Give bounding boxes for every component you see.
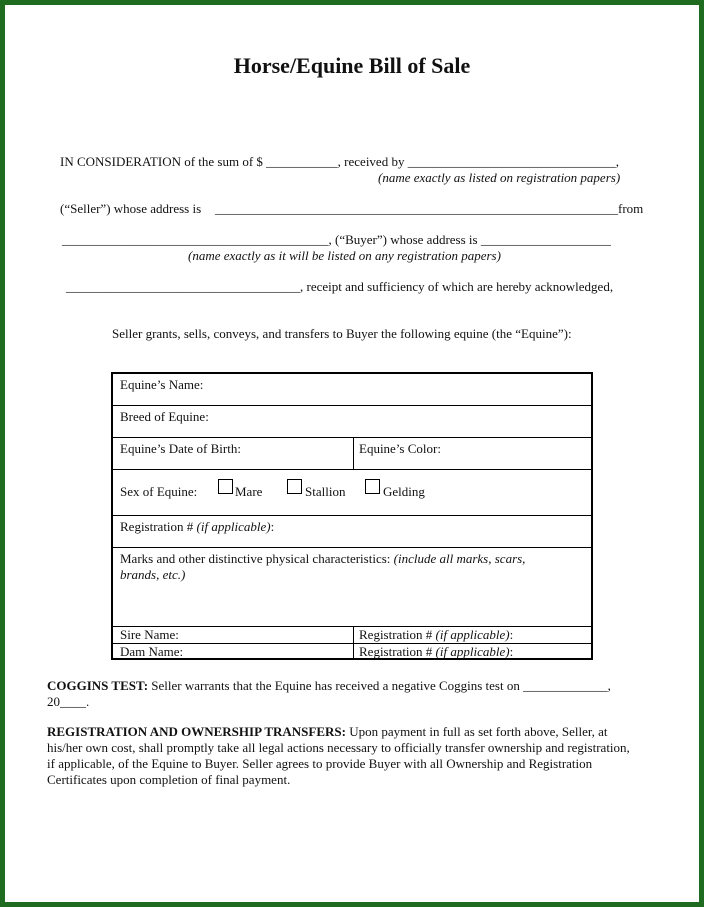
sire-row <box>113 627 591 644</box>
color-cell[interactable] <box>353 438 591 469</box>
dam-cell[interactable] <box>113 644 353 660</box>
document-page <box>5 5 699 902</box>
stallion-option: Stallion <box>305 484 346 499</box>
transfers-paragraph <box>47 724 663 788</box>
dam-registration-group <box>359 644 513 660</box>
registration-note: (if applicable) <box>196 519 271 534</box>
coggins-heading: COGGINS TEST: <box>47 678 149 693</box>
dob-cell[interactable] <box>113 438 353 469</box>
acknowledgment-line: ____________________________________, receipt and sufficiency of which are hereby acknowledged, <box>66 279 614 294</box>
registration-label: Registration # <box>120 519 194 534</box>
marks-note: (include all marks, scars, <box>393 551 526 566</box>
coggins-text-1: Seller warrants that the Equine has received a negative Coggins test on _____________, <box>148 678 611 693</box>
dam-registration-label: Registration # <box>359 644 433 659</box>
gelding-option: Gelding <box>383 484 425 499</box>
color-label: Equine’s Color: <box>359 441 441 456</box>
marks-row[interactable] <box>113 548 591 627</box>
seller-name-note: (name exactly as listed on registration papers) <box>378 170 621 185</box>
dam-registration-cell[interactable] <box>353 644 591 660</box>
mare-checkbox[interactable] <box>218 479 233 494</box>
transfers-text-1: Upon payment in full as set forth above, Seller, at <box>345 724 608 739</box>
sire-registration-label: Registration # <box>359 627 433 642</box>
coggins-text-2: 20____. <box>47 694 90 709</box>
marks-label-group <box>120 551 525 567</box>
transfers-text-3: if applicable, of the Equine to Buyer. Seller agrees to provide Buyer with all Ownership and Registration <box>47 756 593 771</box>
dob-label: Equine’s Date of Birth: <box>120 441 241 456</box>
sire-registration-cell[interactable] <box>353 627 591 643</box>
dam-registration-note: (if applicable) <box>435 644 510 659</box>
transfers-text-2: his/her own cost, shall promptly take all legal actions necessary to officially transfer ownership and registration, <box>47 740 630 755</box>
gelding-checkbox[interactable] <box>365 479 380 494</box>
stallion-checkbox[interactable] <box>287 479 302 494</box>
marks-note-continued: brands, etc.) <box>120 567 186 582</box>
registration-colon: : <box>270 519 275 534</box>
equine-name-label: Equine’s Name: <box>120 377 204 392</box>
coggins-paragraph <box>47 678 663 710</box>
registration-label-group <box>120 519 274 535</box>
grant-statement: Seller grants, sells, conveys, and transfers to Buyer the following equine (the “Equine”): <box>112 326 572 341</box>
equine-details-table <box>111 372 593 660</box>
sex-label: Sex of Equine: <box>120 484 198 499</box>
dob-color-row <box>113 438 591 470</box>
sire-registration-group <box>359 627 513 643</box>
dam-label: Dam Name: <box>120 644 184 659</box>
document-title: Horse/Equine Bill of Sale <box>233 53 471 78</box>
seller-address-blank[interactable]: ______________________________________________________________ <box>215 201 618 216</box>
registration-row[interactable] <box>113 516 591 548</box>
sire-cell[interactable] <box>113 627 353 643</box>
transfers-text-4: Certificates upon completion of final payment. <box>47 772 291 787</box>
marks-label: Marks and other distinctive physical characteristics: <box>120 551 391 566</box>
dam-registration-colon: : <box>509 644 514 659</box>
mare-option: Mare <box>235 484 263 499</box>
buyer-line: _________________________________________, (“Buyer”) whose address is ____________________ <box>62 232 611 247</box>
dam-row <box>113 644 591 660</box>
sire-label: Sire Name: <box>120 627 179 642</box>
from-word: from <box>618 201 644 216</box>
consideration-line: IN CONSIDERATION of the sum of $ ___________, received by ________________________________, <box>60 154 619 169</box>
sire-registration-colon: : <box>509 627 514 642</box>
seller-address-label: (“Seller”) whose address is <box>60 201 202 216</box>
breed-label: Breed of Equine: <box>120 409 209 424</box>
equine-name-row[interactable] <box>113 374 591 406</box>
transfers-heading: REGISTRATION AND OWNERSHIP TRANSFERS: <box>47 724 346 739</box>
breed-row[interactable] <box>113 406 591 438</box>
buyer-name-note: (name exactly as it will be listed on any registration papers) <box>188 248 501 263</box>
sire-registration-note: (if applicable) <box>435 627 510 642</box>
sex-row <box>113 470 591 516</box>
